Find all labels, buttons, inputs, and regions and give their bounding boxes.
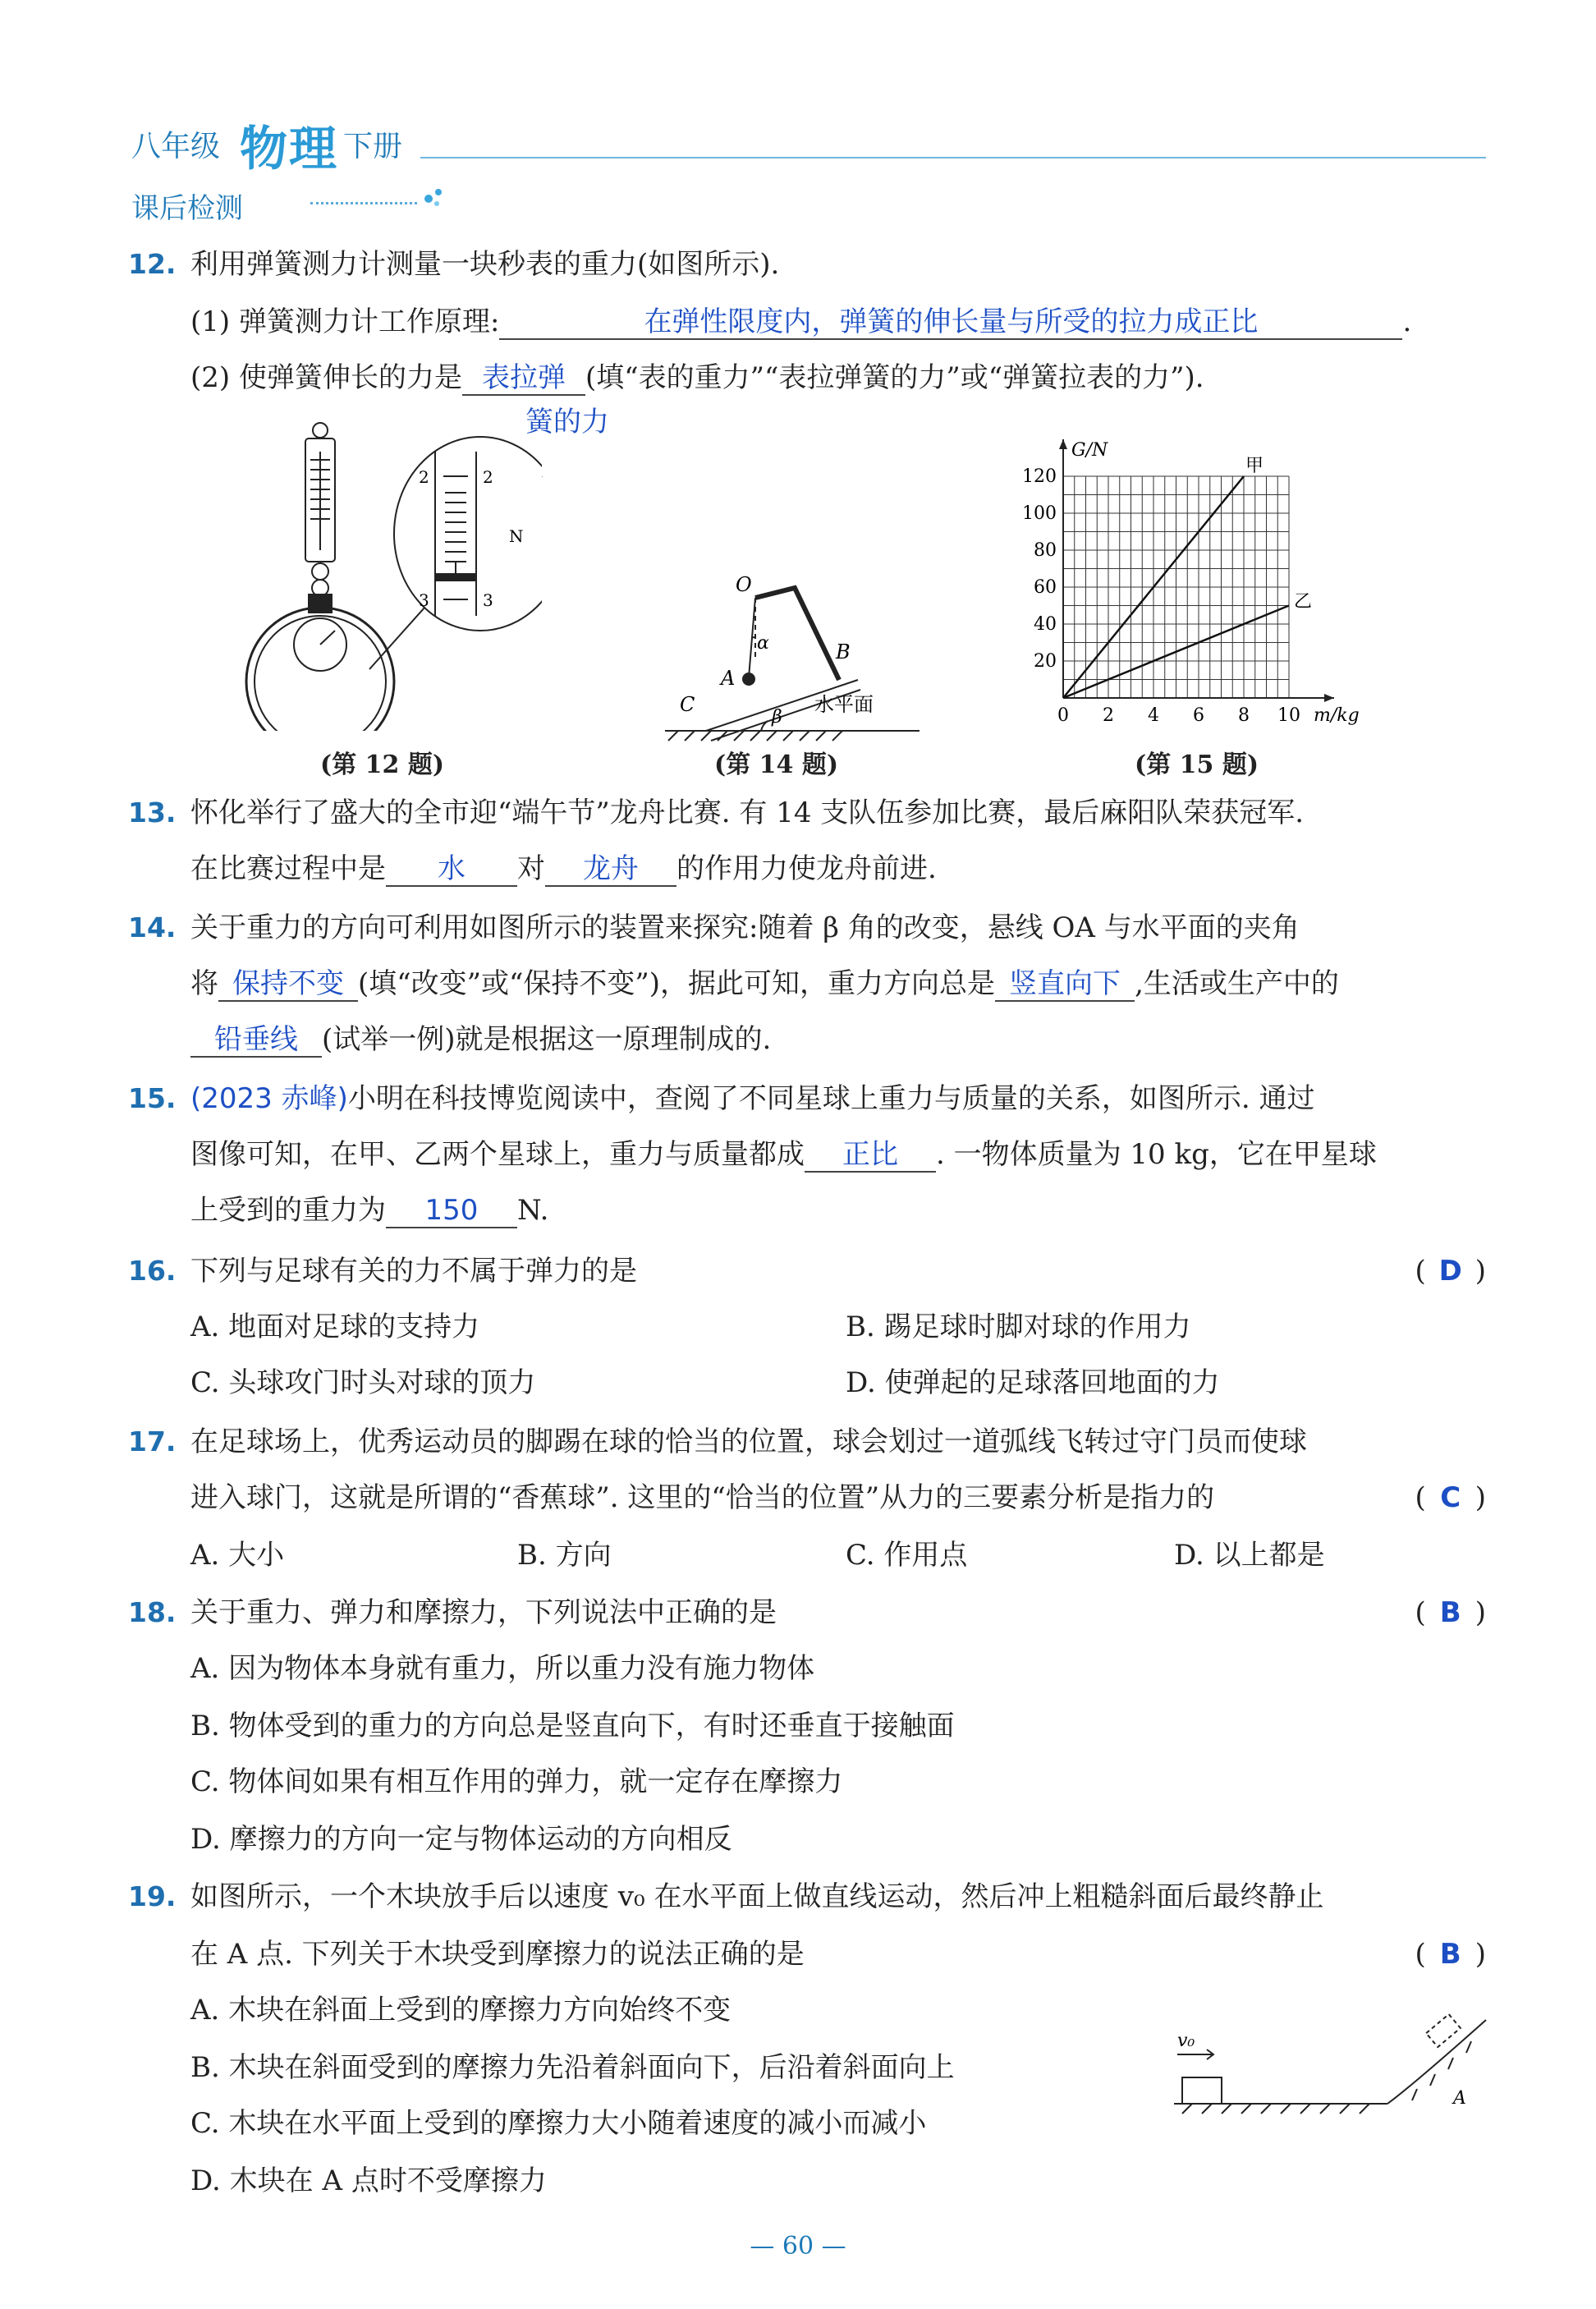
header-grade: 八年级 [131,130,221,163]
q13-text-b: 对 [517,852,545,885]
q15-line1 [190,1082,1315,1115]
x-axis-arrow [1324,694,1334,702]
header-book: 下册 [343,130,403,163]
q12-part1 [190,305,1411,340]
drops-icon [417,181,450,213]
fig19-velocity-label: v₀ [1177,2031,1195,2051]
x-tick-label: 6 [1193,705,1204,726]
y-tick-label: 40 [1034,614,1057,635]
q13-answer-2: 龙舟 [545,852,676,887]
q16-option-d: D. 使弹起的足球落回地面的力 [846,1366,1220,1399]
q17-line1: 在足球场上，优秀运动员的脚踢在球的恰当的位置，球会划过一道弧线飞转过守门员而使球 [190,1425,1307,1458]
q17-option-b: B. 方向 [517,1539,612,1572]
q13-text-a: 在比赛过程中是 [190,852,386,885]
header-rule [420,157,1486,158]
fig12-tick-2-left: 2 [419,467,429,487]
q16-option-a: A. 地面对足球的支持力 [190,1311,480,1343]
q14-line2 [190,967,1339,1002]
q14-text-a: 将 [190,967,218,1000]
q19-answer-paren: ( B ) [1415,1938,1486,1971]
q12-part1-suffix: . [1402,305,1412,338]
q19-answer: B [1439,1938,1461,1971]
page-number: — 60 — [750,2232,846,2261]
q15-line2 [190,1138,1377,1173]
y-axis-label: G/N [1071,440,1108,461]
fig14-label-B: B [836,640,851,663]
figure-12-caption: (第 12 题) [320,751,445,779]
q18-option-d: D. 摩擦力的方向一定与物体运动的方向相反 [190,1823,732,1856]
fig14-label-O: O [736,573,752,596]
q14-line1: 关于重力的方向可利用如图所示的装置来探究:随着 β 角的改变，悬线 OA 与水平面的夹角 [190,911,1300,944]
y-tick-label: 120 [1022,466,1057,487]
q18-stem: 关于重力、弹力和摩擦力，下列说法中正确的是 [190,1596,777,1629]
page-number-value: 60 [782,2232,814,2261]
q12-part1-prefix: (1) 弹簧测力计工作原理: [190,305,500,338]
q15-source: (2023 赤峰) [190,1082,348,1115]
q15-line3 [190,1194,548,1228]
series-label-1: 乙 [1294,591,1313,613]
q15-answer-1: 正比 [805,1138,936,1173]
y-axis-arrow [1059,439,1067,449]
question-number: 13. [128,796,177,829]
fig14-alpha: α [757,633,769,654]
q17-option-d: D. 以上都是 [1174,1539,1325,1572]
q15-answer-2: 150 [386,1194,517,1228]
q17-answer-paren: ( C ) [1415,1481,1486,1514]
q16-option-b: B. 踢足球时脚对球的作用力 [846,1311,1191,1343]
y-tick-label: 80 [1034,540,1057,561]
series-label-0: 甲 [1245,456,1264,476]
x-tick-label: 8 [1238,705,1250,726]
fig14-beta: β [772,707,782,728]
question-number: 14. [128,911,177,943]
question-number: 16. [128,1255,177,1287]
figure-14-caption: (第 14 题) [714,751,839,779]
q18-answer: B [1439,1596,1461,1629]
x-tick-label: 0 [1057,705,1069,726]
y-tick-label: 60 [1034,577,1057,598]
q15-text-d: 上受到的重力为 [190,1194,386,1227]
q12-answer-2: 表拉弹 [462,361,585,396]
q18-option-a: A. 因为物体本身就有重力，所以重力没有施力物体 [190,1652,815,1685]
q16-option-c: C. 头球攻门时头对球的顶力 [190,1366,536,1399]
q18-option-b: B. 物体受到的重力的方向总是竖直向下，有时还垂直于接触面 [190,1710,955,1742]
q12-stem: 利用弹簧测力计测量一块秒表的重力(如图所示). [190,248,780,281]
x-tick-label: 2 [1103,705,1114,726]
y-tick-label: 100 [1022,503,1057,524]
section-title: 课后检测 [131,192,243,225]
fig12-tick-3-left: 3 [419,590,429,610]
q18-option-c: C. 物体间如果有相互作用的弹力，就一定存在摩擦力 [190,1765,843,1798]
question-number: 18. [128,1596,177,1628]
section-dots [310,202,417,204]
fig14-label-A: A [721,667,736,690]
q12-answer-2-cont: 簧的力 [525,406,609,438]
q15-text-e: N. [517,1194,549,1227]
q19-option-c: C. 木块在水平面上受到的摩擦力大小随着速度的减小而减小 [190,2107,927,2140]
y-tick-label: 20 [1034,651,1057,672]
fig14-plane: 水平面 [814,693,874,716]
x-tick-label: 4 [1148,705,1159,726]
q14-answer-1: 保持不变 [218,967,358,1002]
q14-line3 [190,1023,771,1058]
x-axis-label: m/kg [1314,705,1360,726]
q12-part2-prefix: (2) 使弹簧伸长的力是 [190,361,462,394]
q16-answer: D [1438,1255,1462,1288]
q13-line1: 怀化举行了盛大的全市迎“端午节”龙舟比赛. 有 14 支队伍参加比赛，最后麻阳队荣获冠军. [190,796,1305,829]
fig19-point-A: A [1453,2088,1466,2109]
question-number: 12. [128,248,177,280]
question-number: 19. [128,1880,177,1912]
q15-text-c: . 一物体质量为 10 kg，它在甲星球 [936,1138,1377,1171]
question-number: 17. [128,1425,177,1457]
q15-text-b: 图像可知，在甲、乙两个星球上，重力与质量都成 [190,1138,805,1171]
fig12-tick-2-right: 2 [483,467,493,487]
q17-option-a: A. 大小 [190,1539,285,1572]
figure-12-zoom [386,435,542,632]
x-tick-label: 10 [1277,705,1300,726]
q14-text-b: (填“改变”或“保持不变”)，据此可知，重力方向总是 [358,967,996,1000]
q19-option-b: B. 木块在斜面受到的摩擦力先沿着斜面向下，后沿着斜面向上 [190,2051,955,2084]
question-number: 15. [128,1082,177,1114]
q16-stem: 下列与足球有关的力不属于弹力的是 [190,1255,637,1288]
q13-answer-1: 水 [386,852,517,887]
fig12-tick-3-right: 3 [483,590,493,610]
q19-option-a: A. 木块在斜面上受到的摩擦力方向始终不变 [190,1994,732,2027]
q19-line2: 在 A 点. 下列关于木块受到摩擦力的说法正确的是 [190,1938,805,1971]
q12-part2-suffix: (填“表的重力”“表拉弹簧的力”或“弹簧拉表的力”). [585,361,1204,394]
q13-line2 [190,852,937,887]
header-subject: 物理 [240,121,339,177]
q15-text-a: 小明在科技博览阅读中，查阅了不同星球上重力与质量的关系，如图所示. 通过 [347,1082,1315,1115]
q14-answer-2: 竖直向下 [995,967,1135,1002]
q13-text-c: 的作用力使龙舟前进. [676,852,937,885]
q14-text-c: ,生活或生产中的 [1135,967,1339,1000]
q12-part2 [190,361,1204,396]
q19-line1: 如图所示，一个木块放手后以速度 v₀ 在水平面上做直线运动，然后冲上粗糙斜面后最终静止 [190,1880,1324,1913]
q16-answer-paren: ( D ) [1415,1255,1486,1288]
q14-answer-3: 铅垂线 [190,1023,322,1058]
q17-answer: C [1440,1481,1461,1514]
q17-line2: 进入球门，这就是所谓的“香蕉球”. 这里的“恰当的位置”从力的三要素分析是指力的 [190,1481,1215,1514]
q12-answer-1: 在弹性限度内，弹簧的伸长量与所受的拉力成正比 [499,305,1402,340]
q17-option-c: C. 作用点 [846,1539,968,1572]
figure-15-caption: (第 15 题) [1135,751,1259,779]
fig12-unit: N [509,526,524,546]
q14-text-d: (试举一例)就是根据这一原理制成的. [322,1023,772,1056]
figure-15-chart [1010,427,1396,739]
q19-option-d: D. 木块在 A 点时不受摩擦力 [190,2164,547,2197]
figure-14 [657,558,928,747]
fig14-label-C: C [680,693,695,716]
figure-19 [1166,2012,1494,2127]
q18-answer-paren: ( B ) [1415,1596,1486,1629]
